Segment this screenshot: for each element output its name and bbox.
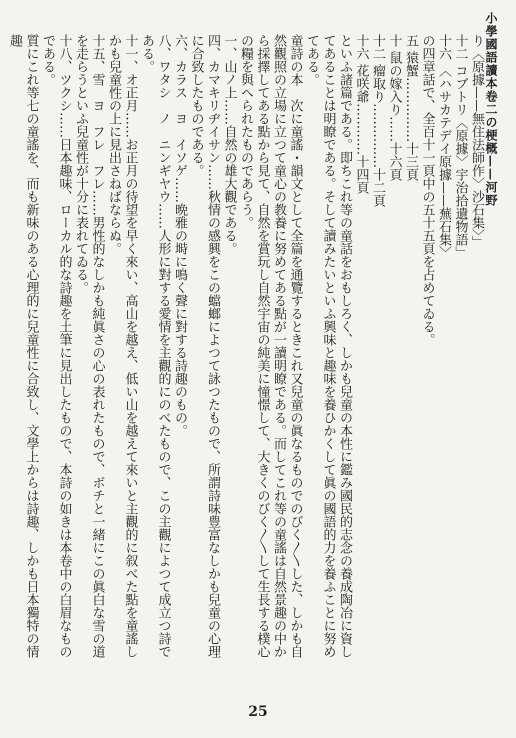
text-line: 十六 〈ハサカテデイ原據——蕪石集〉 [436, 34, 451, 260]
list-item: 十五、雪 ヨ フレ フレ……男性的なしかも純眞さの心の表れたもので、ボチと一緒にこの眞白な雪の道を走らうといふ兒童性が十分に表れてゐる。 [73, 34, 105, 658]
list-item: 四、カマキリヂイサン……秋情の感興をこの蟷螂によつて詠つたもので、所謂詩味豊富なしかも兒童の心理に合致したものである。 [188, 34, 220, 658]
text-line: り〈原據——無住法師作〉沙石集〉」 [469, 34, 484, 249]
text-line: 十二 コブトリ〈原據〉宇治拾遺物語」 [452, 34, 468, 260]
paragraph: 童詩の本 次に童謠・韻文として全篇を通覽するときこれ又兒童の眞なるものでのびく〳〵した、しかも自然觀照の立場に立つて童心の教養に努めてある點が一讀明瞭である。而してこれ等の童謠は自然景趣の中から採擇してある點から見て、自然を賞玩し自然宇宙の純美に憧憬して、大きくのびく〳〵して生長する樸心の糧を與へられたものであらう。 [238, 34, 303, 658]
list-item: 十六 花咲爺…………十四頁 [353, 34, 369, 195]
list-item: 五 猿蟹……………十三頁 [403, 34, 418, 182]
list-item: 十一、オ正月……お正月の待望を早く來い、高山を越え、低い山を越えて來いと主觀的に叙べた點を童謠しかも兒童性の上に見出さねばならぬ。 [106, 34, 138, 658]
text-line: の四章話で、全百十一頁中の五十五頁を占めてゐる。 [419, 34, 435, 346]
list-item: 八、ワタシ ノ ニンギヤウ……人形に對する愛情を主觀的にのべたもので、この主觀によつて成立つ詩である。 [139, 34, 171, 658]
page-number: 25 [248, 704, 268, 720]
body-text [7, 34, 484, 658]
list-item: 十 鼠の嫁入り……十六頁 [386, 34, 402, 182]
running-header: 小學國語讀本卷二の梗概——河野 [484, 12, 498, 207]
list-item: 六、カラス ヨ イソゲ……晩雅の塒に鳴く聲に對する詩趣のもの。 [172, 34, 187, 437]
list-item: 一、山ノ上……自然の雄大觀である。 [221, 34, 237, 255]
list-item: 十八、ツクシ……日本趣味、ローカル的な詩趣を土筆に見出したもので、本詩の如きは本卷中の白眉なものである。 [40, 34, 72, 658]
paragraph: といふ諸篇である。即ちこれ等の童話をおもしろく、しかも兒童の本性に鑑み國民的志念の養成陶冶に資してあることは明瞭である。そして讀みたいといふ興味と趣味を養ひかくして眞の國語的力を養ふことに努めてある。 [304, 34, 352, 658]
list-item: 十二 瘤取り……………十二頁 [370, 34, 385, 208]
paragraph: 質にこれ等七の童謠を、而も新味のある心理的に兒童性に合致し、文學上からは詩趣、しかも日本獨特の情趣 [7, 34, 39, 658]
